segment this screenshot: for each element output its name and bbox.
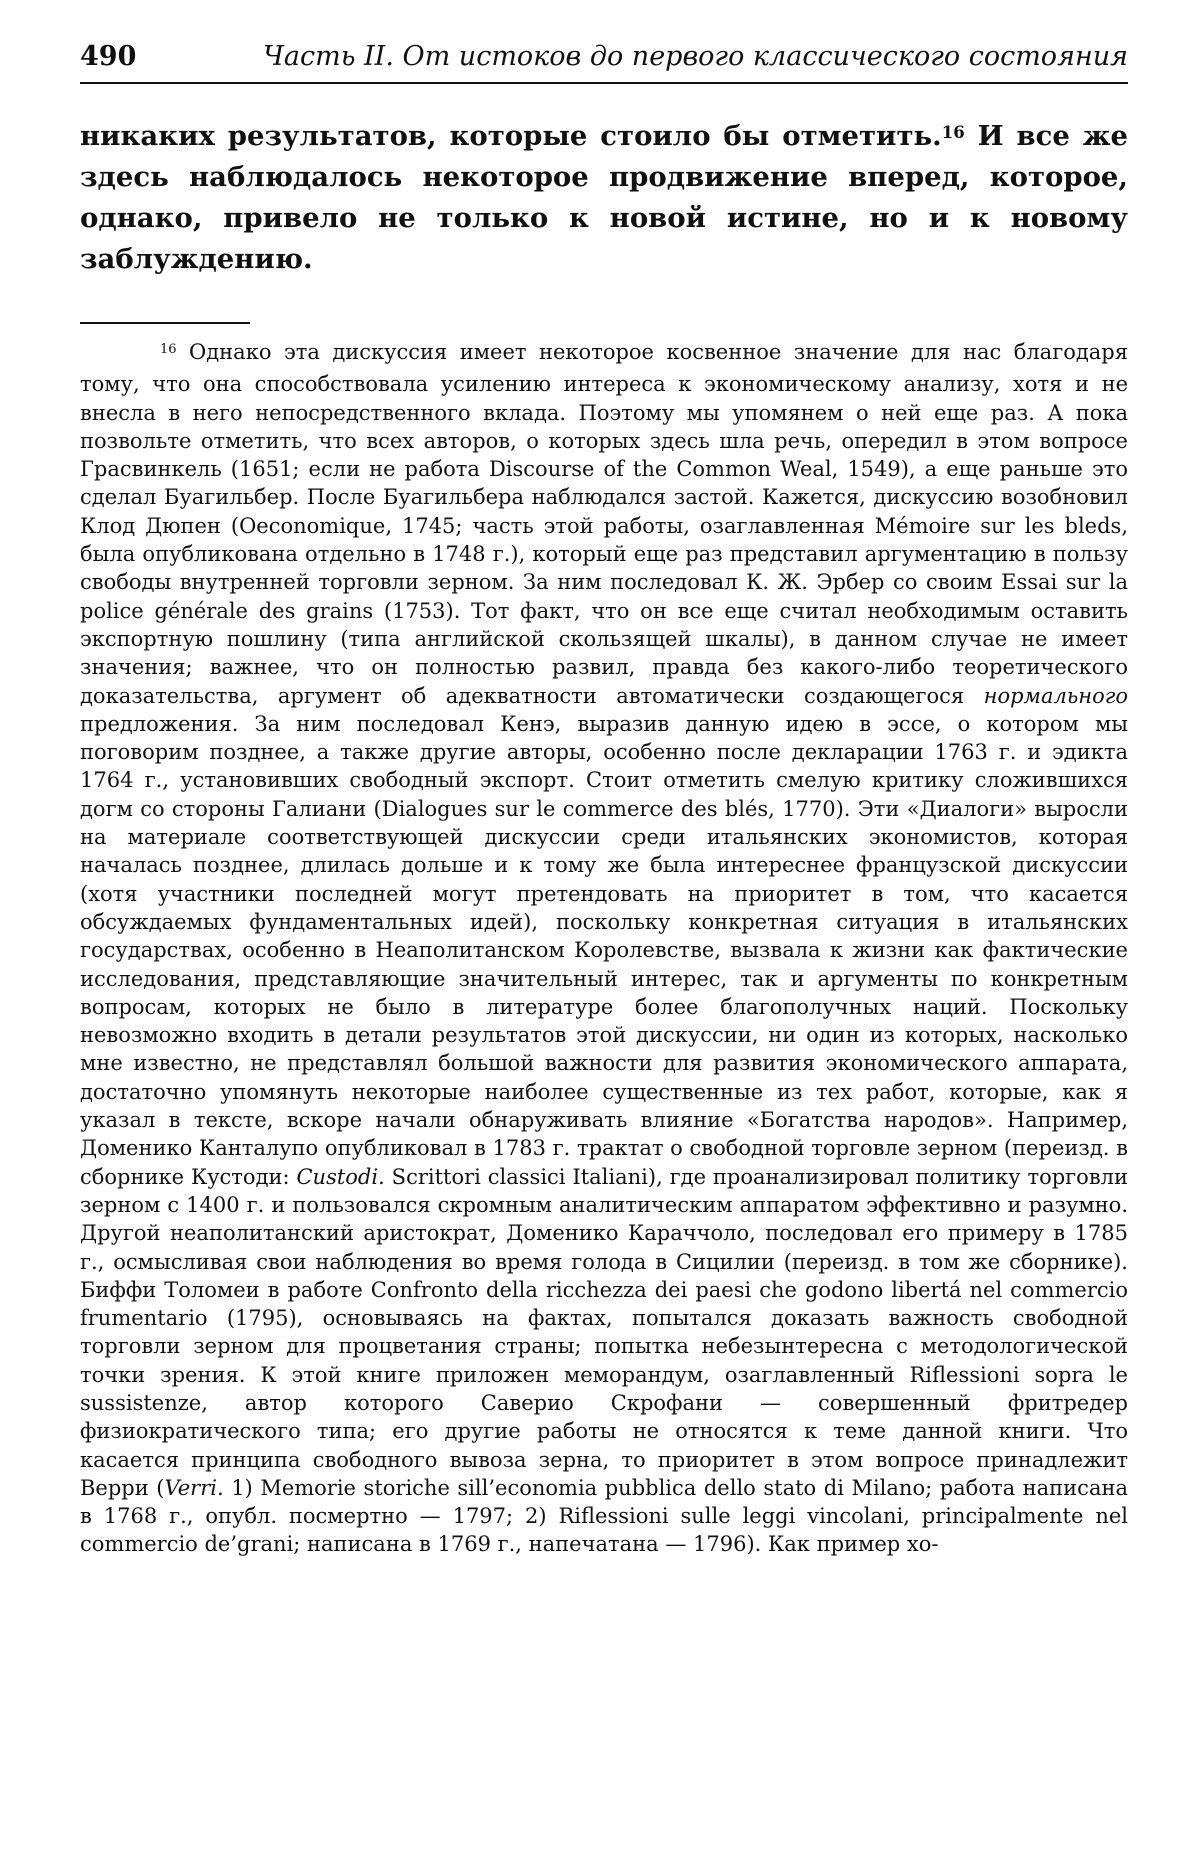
footnote-segment-3: Scrittori classici Italiani), где проанализировал политику торговли зерном с 1400 г. и пользовался скромным аналитическим аппаратом эффективно и разумно. Другой неаполитанский аристократ, Доменико Караччоло, последовал его примеру в 1785 г., осмысливая свои наблюдения во время голода в Сицилии (переизд. в том же сборнике). Биффи Толомеи в работе Confronto della ricchezza dei paesi che godono libertá nel commercio frumentario (1795), основываясь на фактах, попытался доказать важность свободной торговли зерном для процветания страны; попытка небезынтересна с методологической точки зрения. К этой книге приложен меморандум, озаглавленный Riflessioni sopra le sussistenze, автор которого Саверио Скрофани — совершенный фритредер физиократического типа; его другие работы не относятся к теме данной книги. Что касается принципа свободного вывоза зерна, то приоритет в этом вопросе принадлежит Верри (: [80, 1164, 1128, 1500]
main-text-part1: никаких результатов, которые стоило бы отметить.: [80, 120, 942, 152]
footnote-italic-verri: Verri.: [164, 1475, 224, 1500]
footnote-mark: 16: [160, 342, 177, 358]
page-number: 490: [80, 41, 137, 72]
footnote-reference[interactable]: 16: [941, 122, 965, 142]
footnote-italic-normal: нормального: [983, 683, 1128, 708]
footnote-16: [80, 338, 1128, 1559]
footnote-segment-4: 1) Memorie storiche sill’economia pubblica dello stato di Milano; работа написана в 1768 г., опубл. посмертно — 1797; 2) Riflessioni sulle leggi vincolani, principalmente nel commercio de’grani; написана в 1769 г., напечатана — 1796). Как пример хо-: [80, 1475, 1128, 1557]
main-text-part2: И все же здесь наблюдалось некоторое продвижение вперед, которое, однако, привело не только к новой истине, но и к новому заблуждению.: [80, 120, 1128, 275]
book-page: [80, 40, 1128, 1559]
main-paragraph: [80, 116, 1128, 280]
footnote-segment-1: Однако эта дискуссия имеет некоторое косвенное значение для нас благодаря тому, что она способствовала усилению интереса к экономическому анализу, хотя и не внесла в него непосредственного вклада. Поэтому мы упомянем о ней еще раз. А пока позвольте отметить, что всех авторов, о которых здесь шла речь, опередил в этом вопросе Грасвинкель (1651; если не работа Discourse of the Common Weal, 1549), а еще раньше это сделал Буагильбер. После Буагильбера наблюдался застой. Кажется, дискуссию возобновил Клод Дюпен (Oeconomique, 1745; часть этой работы, озаглавленная Mémoire sur les bleds, была опубликована отдельно в 1748 г.), который еще раз представил аргументацию в пользу свободы внутренней торговли зерном. За ним последовал К. Ж. Эрбер со своим Essai sur la police générale des grains (1753). Тот факт, что он все еще считал необходимым оставить экспортную пошлину (типа английской скользящей шкалы), в данном случае не имеет значения; важнее, что он полностью развил, правда без какого-либо теоретического доказательства, аргумент об адекватности автоматически создающегося: [80, 340, 1128, 708]
footnote-divider: [80, 322, 250, 324]
running-title: Часть II. От истоков до первого классического состояния: [263, 41, 1128, 72]
footnote-italic-custodi: Custodi.: [296, 1164, 385, 1189]
page-header: [80, 40, 1128, 84]
footnote-segment-2: предложения. За ним последовал Кенэ, выразив данную идею в эссе, о котором мы поговорим позднее, а также другие авторы, особенно после декларации 1763 г. и эдикта 1764 г., установивших свободный экспорт. Стоит отметить смелую критику сложившихся догм со стороны Галиани (Dialogues sur le commerce des blés, 1770). Эти «Диалоги» выросли на материале соответствующей дискуссии среди итальянских экономистов, которая началась позднее, длилась дольше и к тому же была интереснее французской дискуссии (хотя участники последней могут претендовать на приоритет в том, что касается обсуждаемых фундаментальных идей), поскольку конкретная ситуация в итальянских государствах, особенно в Неаполитанском Королевстве, вызвала к жизни как фактические исследования, представляющие значительный интерес, так и аргументы по конкретным вопросам, которых не было в литературе более благополучных наций. Поскольку невозможно входить в детали результатов этой дискуссии, ни один из которых, насколько мне известно, не представлял большой важности для развития экономического аппарата, достаточно упомянуть некоторые наиболее существенные из тех работ, которые, как я указал в тексте, вскоре начали обнаруживать влияние «Богатства народов». Например, Доменико Канталупо опубликовал в 1783 г. трактат о свободной торговле зерном (переизд. в сборнике Кустоди:: [80, 711, 1128, 1189]
